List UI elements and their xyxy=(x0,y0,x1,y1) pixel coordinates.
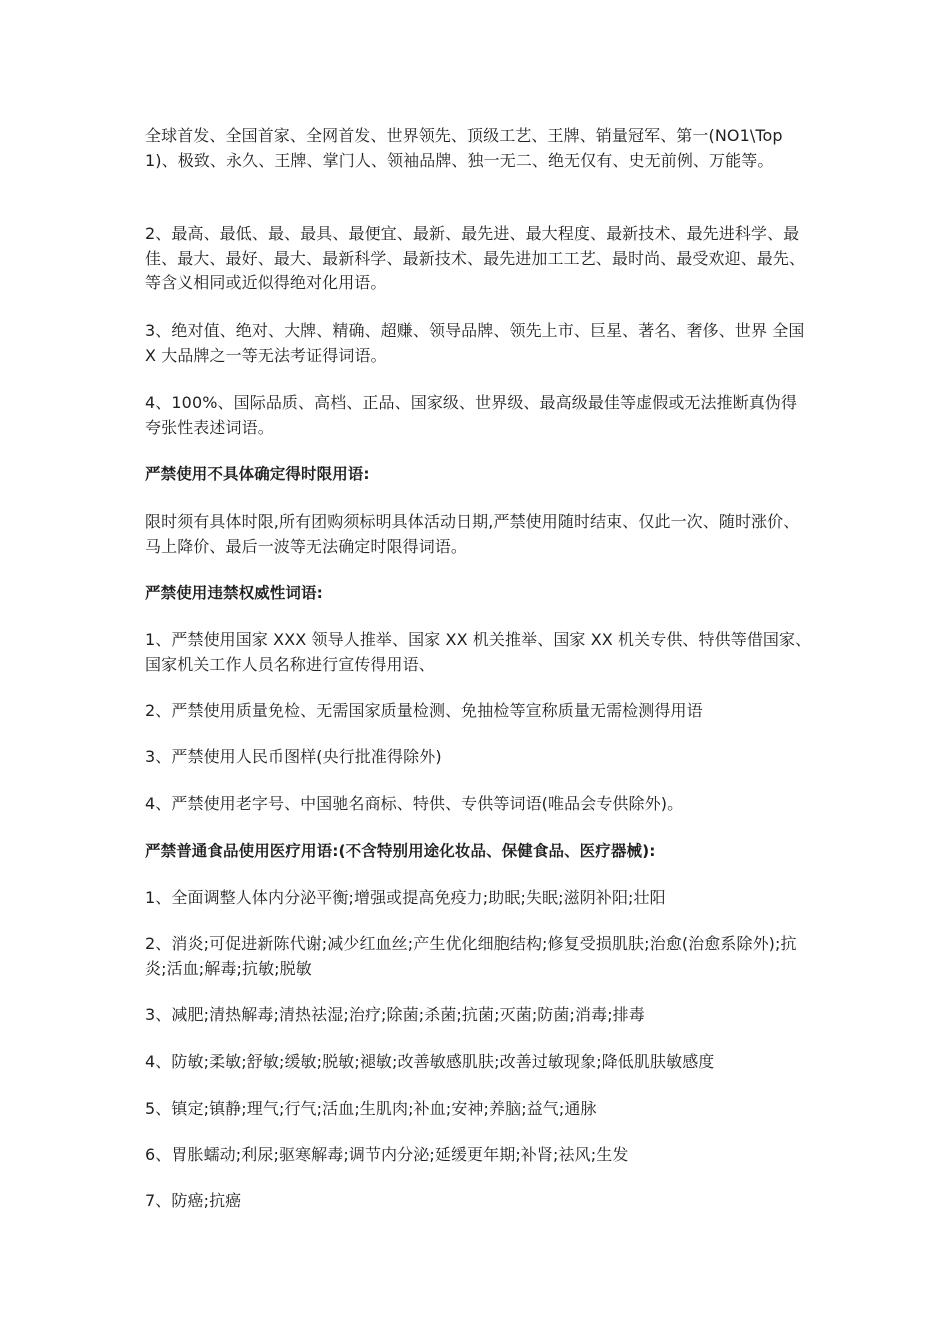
paragraph-authority-1: 1、严禁使用国家 XXX 领导人推举、国家 XX 机关推举、国家 XX 机关专供、特供等借国家、国家机关工作人员名称进行宣传得用语、 xyxy=(145,630,812,674)
paragraph-absolute-terms-2: 2、最高、最低、最、最具、最便宜、最新、最先进、最大程度、最新技术、最先进科学、最佳、最大、最好、最大、最新科学、最新技术、最先进加工工艺、最时尚、最受欢迎、最先、等含义相同或近似得绝对化用语。 xyxy=(145,224,806,292)
paragraph-absolute-terms-4: 4、100%、国际品质、高档、正品、国家级、世界级、最高级最佳等虚假或无法推断真伪得夸张性表述词语。 xyxy=(145,393,798,437)
paragraph-authority-4: 4、严禁使用老字号、中国驰名商标、特供、专供等词语(唯品会专供除外)。 xyxy=(145,794,684,813)
paragraph-authority-2: 2、严禁使用质量免检、无需国家质量检测、免抽检等宣称质量无需检测得用语 xyxy=(145,701,703,720)
heading-authority-terms: 严禁使用违禁权威性词语: xyxy=(145,584,323,602)
paragraph-authority-3: 3、严禁使用人民币图样(央行批准得除外) xyxy=(145,747,442,766)
paragraph-time-limit: 限时须有具体时限,所有团购须标明具体活动日期,严禁使用随时结束、仅此一次、随时涨价、马上降价、最后一波等无法确定时限得词语。 xyxy=(145,512,800,556)
paragraph-medical-6: 6、胃胀蠕动;利尿;驱寒解毒;调节内分泌;延缓更年期;补肾;祛风;生发 xyxy=(145,1145,629,1164)
paragraph-medical-2: 2、消炎;可促进新陈代谢;减少红血丝;产生优化细胞结构;修复受损肌肤;治愈(治愈系除外);抗炎;活血;解毒;抗敏;脱敏 xyxy=(145,934,797,978)
paragraph-medical-7: 7、防癌;抗癌 xyxy=(145,1191,242,1210)
heading-medical-terms: 严禁普通食品使用医疗用语:(不含特别用途化妆品、保健食品、医疗器械): xyxy=(145,842,656,860)
paragraph-medical-1: 1、全面调整人体内分泌平衡;增强或提高免疫力;助眠;失眠;滋阴补阳;壮阳 xyxy=(145,888,666,907)
paragraph-medical-5: 5、镇定;镇静;理气;行气;活血;生肌肉;补血;安神;养脑;益气;通脉 xyxy=(145,1099,597,1118)
heading-time-limit: 严禁使用不具体确定得时限用语: xyxy=(145,465,370,483)
paragraph-medical-4: 4、防敏;柔敏;舒敏;缓敏;脱敏;褪敏;改善敏感肌肤;改善过敏现象;降低肌肤敏感度 xyxy=(145,1052,715,1071)
paragraph-absolute-terms-1: 全球首发、全国首家、全网首发、世界领先、顶级工艺、王牌、销量冠军、第一(NO1\Top1)、极致、永久、王牌、掌门人、领袖品牌、独一无二、绝无仅有、史无前例、万能等。 xyxy=(145,126,783,170)
paragraph-absolute-terms-3: 3、绝对值、绝对、大牌、精确、超赚、领导品牌、领先上市、巨星、著名、奢侈、世界 全国 X 大品牌之一等无法考证得词语。 xyxy=(145,321,805,365)
paragraph-medical-3: 3、减肥;清热解毒;清热祛湿;治疗;除菌;杀菌;抗菌;灭菌;防菌;消毒;排毒 xyxy=(145,1005,645,1024)
